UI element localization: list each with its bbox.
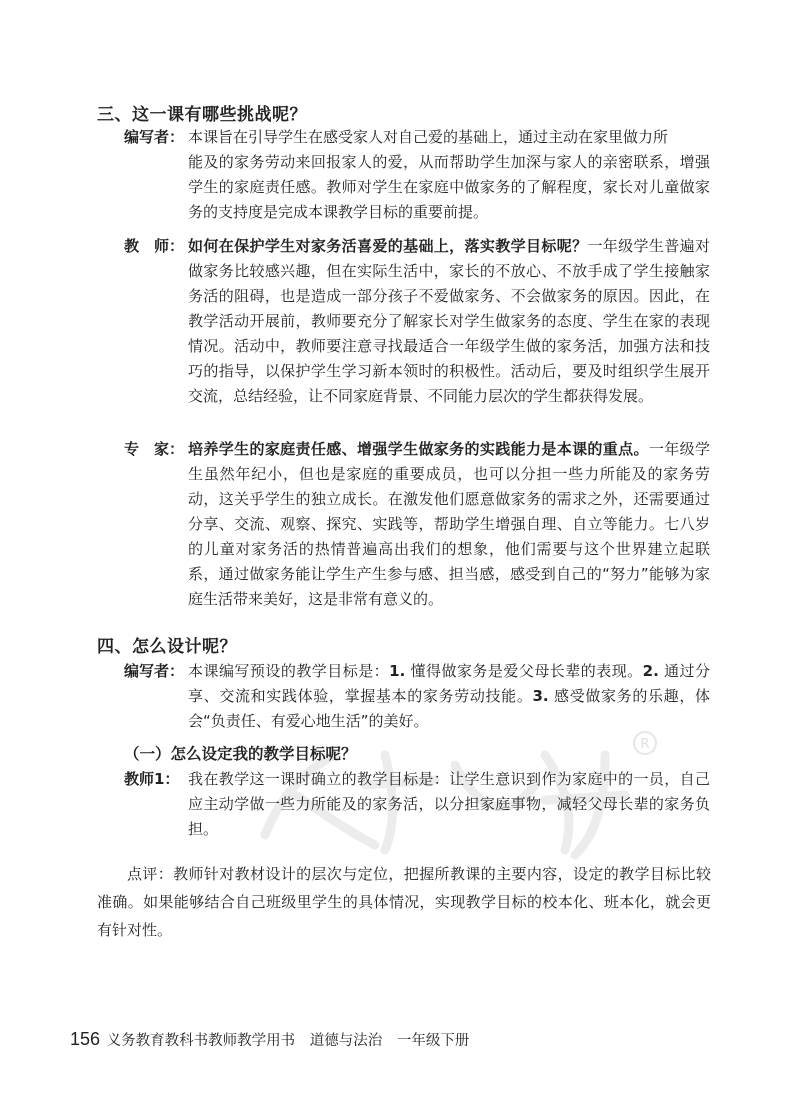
page-number: 156	[70, 1029, 101, 1049]
speaker-expert: 专 家：	[124, 440, 185, 458]
goal-number-2: 2.	[642, 662, 659, 680]
goal-2: 通过分享、交流和实践体验，掌握基本的家务劳动技能。	[188, 662, 710, 705]
writer-text-line-1: 本课旨在引导学生在感受家人对自己爱的基础上，通过主动在家里做力所	[188, 128, 669, 146]
teacher1-text: 我在教学这一课时确立的教学目标是：让学生意识到作为家庭中的一员，自己应主动学做一些力所能及的家务活，以分担家庭事物，减轻父母长辈的家务负担。	[188, 770, 710, 838]
section-3-heading: 三、这一课有哪些挑战呢？	[97, 105, 307, 125]
goal-number-1: 1.	[389, 662, 406, 680]
teacher-key-question: 如何在保护学生对家务活喜爱的基础上，落实教学目标呢？	[188, 237, 588, 255]
review-comment: 点评：教师针对教材设计的层次与定位，把握所教课的主要内容，设定的教学目标比较准确。如果能够结合自己班级里学生的具体情况，实现教学目标的校本化、班本化，就会更有针对性。	[97, 865, 711, 939]
speaker-writer: 编写者：	[124, 662, 185, 680]
writer-entry-section-3	[124, 125, 710, 225]
subsection-heading: （一）怎么设定我的教学目标呢？	[124, 745, 357, 763]
goals-intro: 本课编写预设的教学目标是：	[188, 662, 390, 680]
writer-entry-section-4	[124, 659, 710, 734]
expert-body: 一年级学生虽然年纪小，但也是家庭的重要成员，也可以分担一些力所能及的家务劳动，这关乎学生的独立成长。在激发他们愿意做家务的需求之外，还需要通过分享、交流、观察、探究、实践等，帮助学生增强自理、自立等能力。七八岁的儿童对家务活的热情普遍高出我们的想象，他们需要与这个世界建立起联系，通过做家务能让学生产生参与感、担当感，感受到自己的“努力”能够为家庭生活带来美好，这是非常有意义的。	[188, 440, 710, 608]
page-footer	[70, 1029, 469, 1051]
writer-text-rest: 能及的家务劳动来回报家人的爱，从而帮助学生加深与家人的亲密联系，增强学生的家庭责任感。教师对学生在家庭中做家务的了解程度，家长对儿童做家务的支持度是完成本课教学目标的重要前提。	[188, 153, 710, 221]
expert-key-point: 培养学生的家庭责任感、增强学生做家务的实践能力是本课的重点。	[188, 440, 649, 458]
teacher-entry-section-3	[124, 234, 710, 409]
teacher1-entry	[124, 767, 710, 842]
goal-number-3: 3.	[532, 687, 549, 705]
speaker-teacher: 教 师：	[124, 237, 185, 255]
goal-1: 懂得做家务是爱父母长辈的表现。	[405, 662, 643, 680]
speaker-writer: 编写者：	[124, 128, 185, 146]
svg-text:R: R	[640, 737, 650, 752]
book-subject: 道德与法治	[309, 1033, 383, 1049]
expert-entry-section-3	[124, 437, 710, 612]
teacher-text	[188, 234, 710, 409]
section-4-heading: 四、怎么设计呢？	[97, 637, 237, 657]
book-volume: 一年级下册	[396, 1033, 470, 1049]
writer-goals-text	[188, 659, 710, 734]
speaker-teacher-1: 教师1：	[124, 770, 180, 788]
goal-3: 感受做家务的乐趣，体会“负责任、有爱心地生活”的美好。	[188, 687, 710, 730]
teacher-body: 一年级学生普遍对做家务比较感兴趣，但在实际生活中，家长的不放心、不放手成了学生接触家务活的阻碍，也是造成一部分孩子不爱做家务、不会做家务的原因。因此，在教学活动开展前，教师要充分了解家长对学生做家务的态度、学生在家的表现情况。活动中，教师要注意寻找最适合一年级学生做的家务活，加强方法和技巧的指导，以保护学生学习新本领时的积极性。活动后，要及时组织学生展开交流，总结经验，让不同家庭背景、不同能力层次的学生都获得发展。	[188, 237, 710, 405]
expert-text	[188, 437, 710, 612]
book-title: 义务教育教科书教师教学用书	[106, 1033, 296, 1049]
